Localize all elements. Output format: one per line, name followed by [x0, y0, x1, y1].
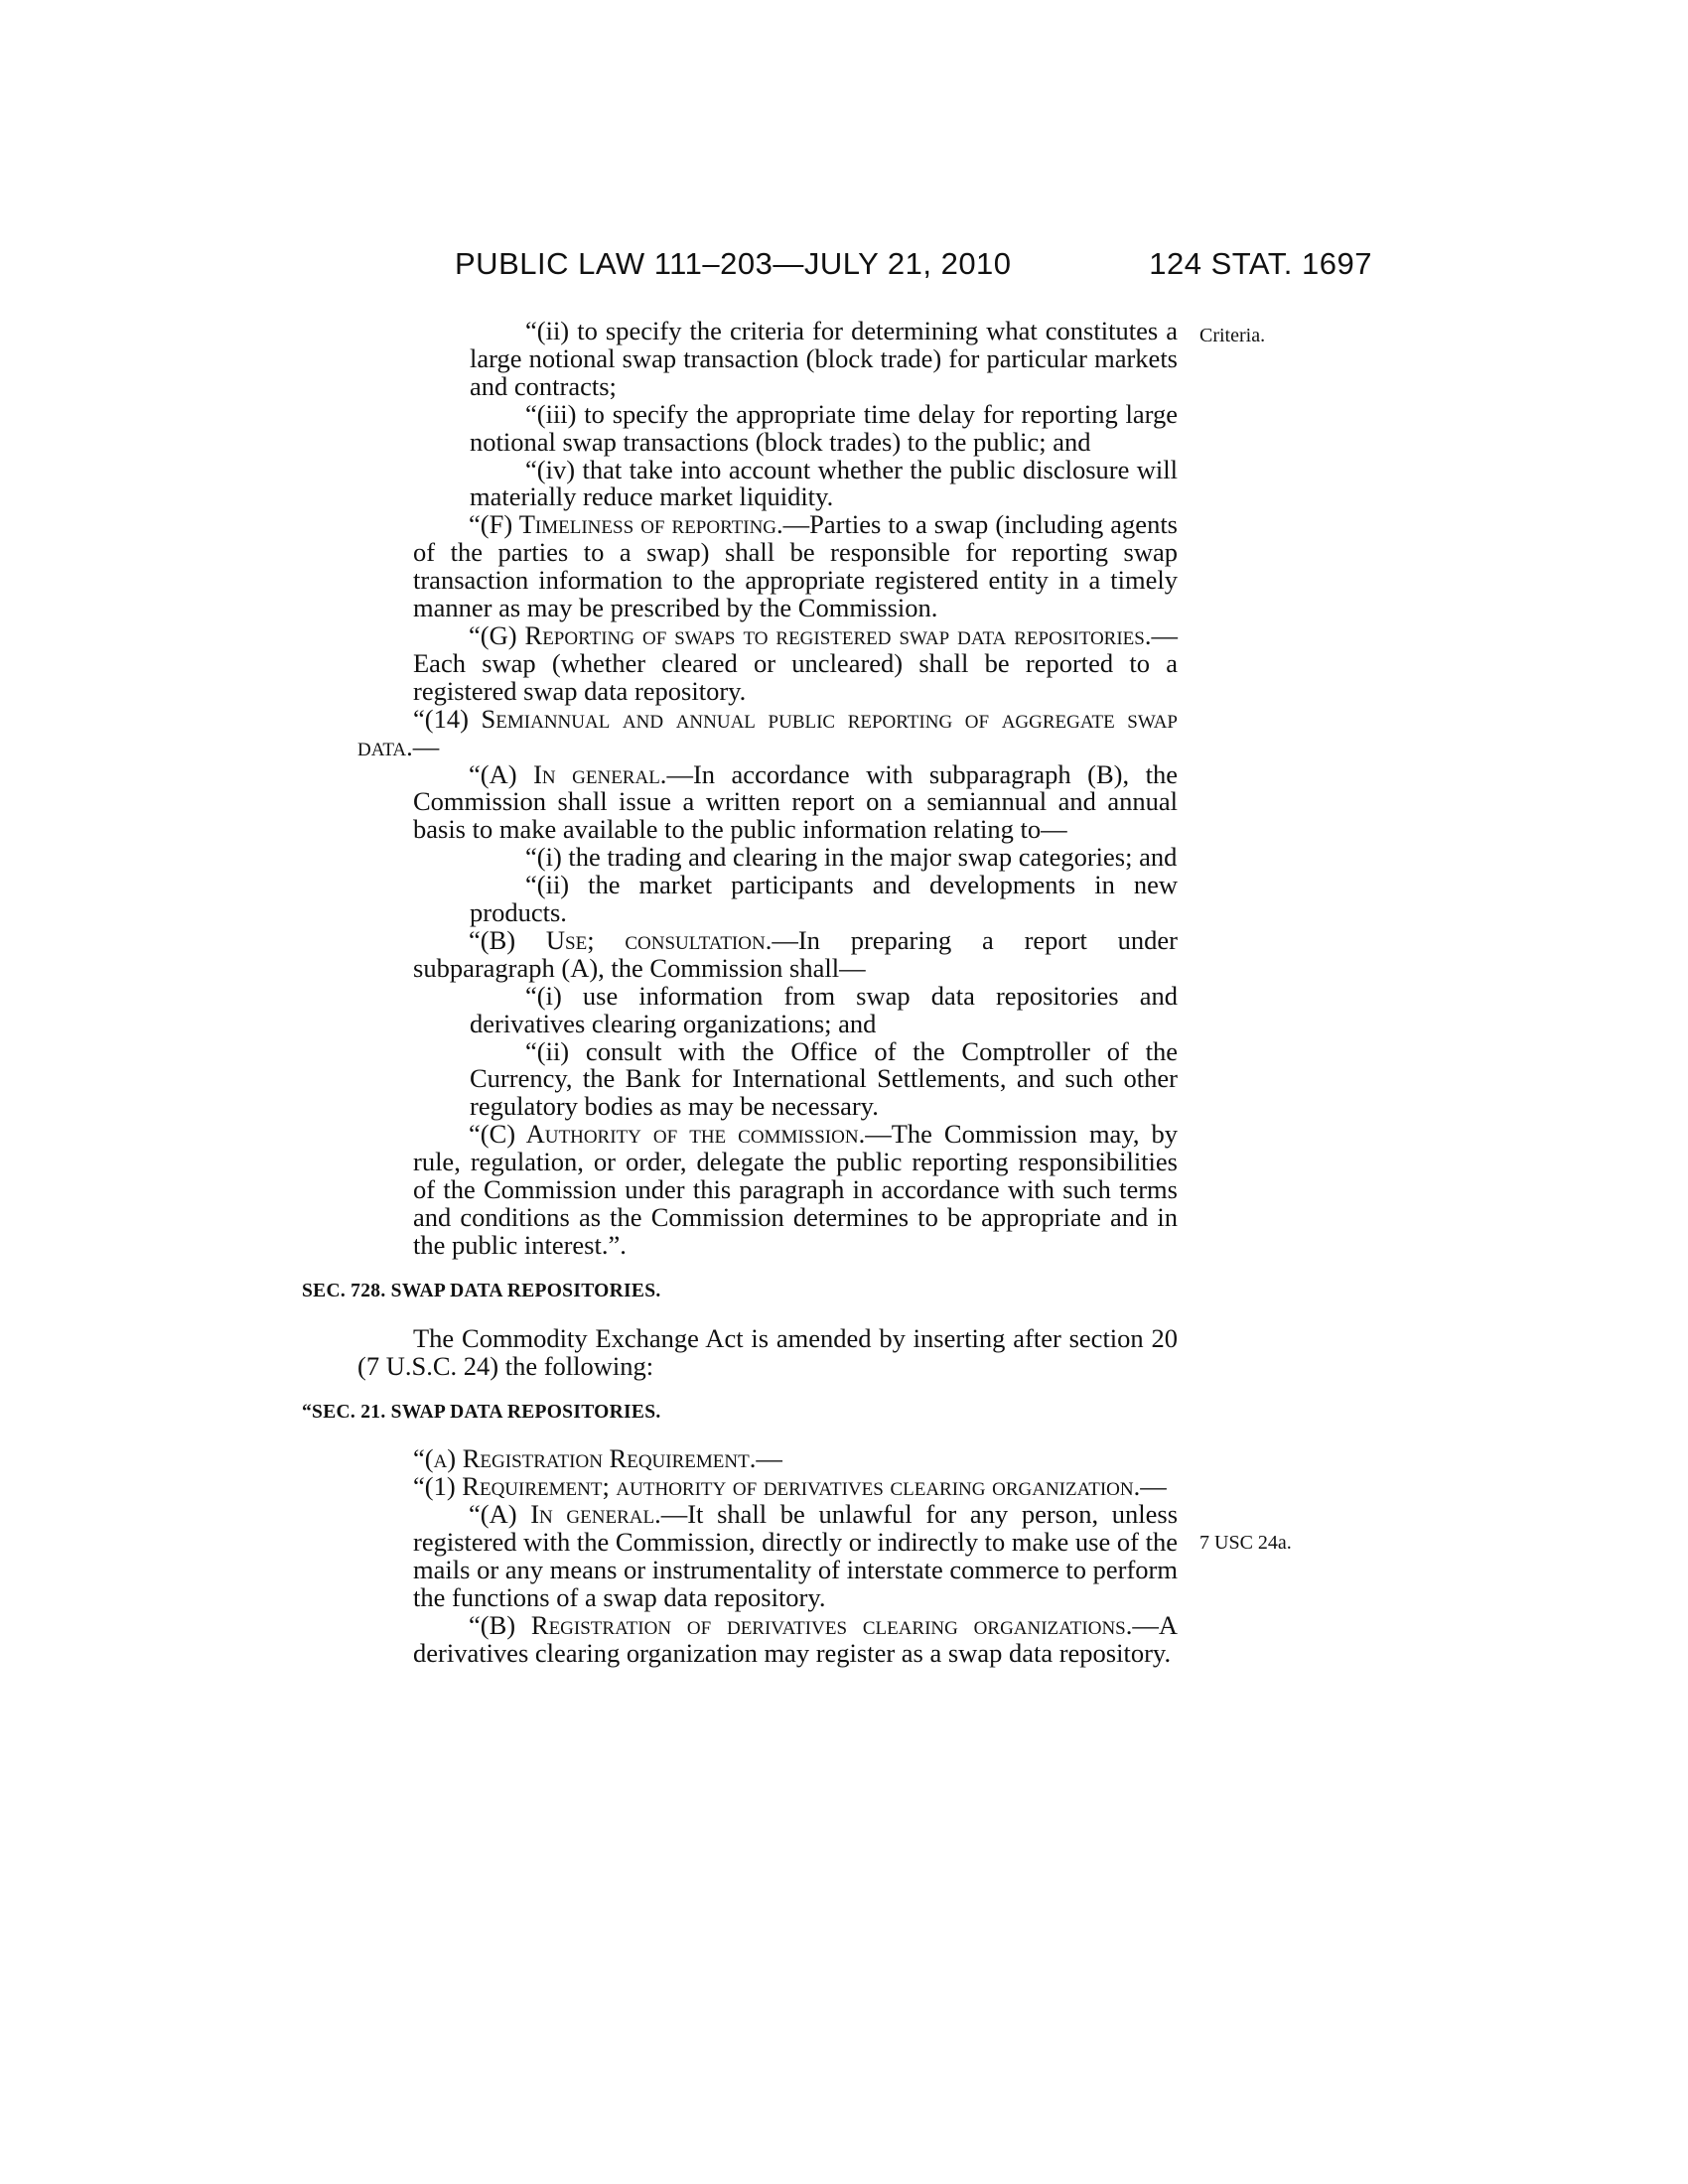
clause-iii-time-delay: “(iii) to specify the appropriate time delay for reporting large notional swap transactions (block trades) to the public; and: [470, 398, 1178, 457]
subparagraph-f-timeliness: [357, 511, 1178, 622]
subparagraph-a-heading: “(A) In general.: [469, 758, 667, 789]
paragraph-1-dash: —: [1140, 1471, 1167, 1502]
subparagraph-b-registration-text: —A derivatives clearing organization may register as a swap data repository.: [413, 1609, 1178, 1668]
subparagraph-b-use: [357, 924, 1178, 983]
subparagraph-a-unlawful-text: —It shall be unlawful for any person, unless registered with the Commission, directly or indirectly to make use of the mails or any means or instrumentality of interstate commerce to perform the functions of a swap data repository.: [413, 1499, 1179, 1612]
subparagraph-f-text: —Parties to a swap (including agents of the parties to a swap) shall be responsible for reporting swap transaction information to the appropriate registered entity in a timely manner as may be prescribed by the Commission.: [413, 509, 1178, 623]
subparagraph-f-heading: “(F) Timeliness of reporting.: [469, 509, 783, 540]
paragraph-1-heading: [357, 1473, 1178, 1501]
statute-page-number: 124 STAT. 1697: [1149, 246, 1372, 281]
section-21-heading: “SEC. 21. SWAP DATA REPOSITORIES.: [302, 1401, 661, 1423]
clause-i-trading: “(i) the trading and clearing in the major swap categories; and: [525, 842, 1178, 873]
subparagraph-a-text: —In accordance with subparagraph (B), the Commission shall issue a written report on a semiannual and annual basis to make available to the public information relating to—: [413, 758, 1178, 845]
section-728-heading: SEC. 728. SWAP DATA REPOSITORIES.: [302, 1280, 661, 1301]
subparagraph-a-general: [357, 758, 1178, 845]
clause-i-use-information: “(i) use information from swap data repositories and derivatives clearing organizations; and: [470, 980, 1178, 1038]
paragraph-14-title: “(14) Semiannual and annual public reporting of aggregate swap data.: [357, 703, 1178, 761]
subparagraph-g-reporting: [357, 619, 1178, 706]
clause-iv-liquidity: “(iv) that take into account whether the public disclosure will materially reduce market liquidity.: [470, 454, 1178, 512]
document-body: [302, 316, 1179, 1668]
section-728-text: The Commodity Exchange Act is amended by inserting after section 20 (7 U.S.C. 24) the following:: [357, 1322, 1178, 1381]
subparagraph-c-heading: “(C) Authority of the commission.: [469, 1119, 866, 1150]
paragraph-14-dash: —: [412, 731, 440, 761]
clause-ii-criteria: “(ii) to specify the criteria for determining what constitutes a large notional swap transaction (block trade) for particular markets and contracts;: [470, 316, 1178, 401]
margin-note-usc: 7 USC 24a.: [1199, 1532, 1292, 1554]
paragraph-1-title: “(1) Requirement; authority of derivatives clearing organization.: [413, 1471, 1141, 1502]
subparagraph-a-unlawful-heading: “(A) In general.: [469, 1499, 661, 1530]
subparagraph-a-unlawful: [357, 1501, 1178, 1612]
clause-ii-participants: “(ii) the market participants and developments in new products.: [470, 870, 1178, 928]
subsection-a-title: “(a) Registration Requirement.: [413, 1443, 757, 1474]
paragraph-14-heading: [357, 703, 1178, 761]
clause-ii-consult: “(ii) consult with the Office of the Comptroller of the Currency, the Bank for International Settlements, and such other regulatory bodies as may be necessary.: [470, 1035, 1178, 1122]
subparagraph-c-authority: [357, 1121, 1178, 1260]
subparagraph-b-registration: [357, 1609, 1178, 1668]
margin-note-criteria: Criteria.: [1199, 325, 1266, 346]
subparagraph-g-text: —Each swap (whether cleared or uncleared) shall be reported to a registered swap data repository.: [413, 619, 1178, 706]
subparagraph-b-registration-heading: “(B) Registration of derivatives clearing organizations.: [469, 1609, 1133, 1640]
running-header-title: PUBLIC LAW 111–203—JULY 21, 2010: [455, 246, 1012, 281]
subparagraph-b-heading: “(B) Use; consultation.: [469, 924, 773, 955]
subparagraph-c-text: —The Commission may, by rule, regulation, or order, delegate the public reporting responsibilities of the Commission under this paragraph in accordance with such terms and conditions as the Commission determines to be appropriate and in the public interest.”.: [413, 1119, 1178, 1260]
subsection-a-heading: [357, 1445, 1178, 1473]
subparagraph-b-text: —In preparing a report under subparagraph (A), the Commission shall—: [413, 924, 1178, 983]
subparagraph-g-heading: “(G) Reporting of swaps to registered swap data repositories.: [469, 619, 1152, 650]
subsection-a-dash: —: [756, 1443, 782, 1474]
